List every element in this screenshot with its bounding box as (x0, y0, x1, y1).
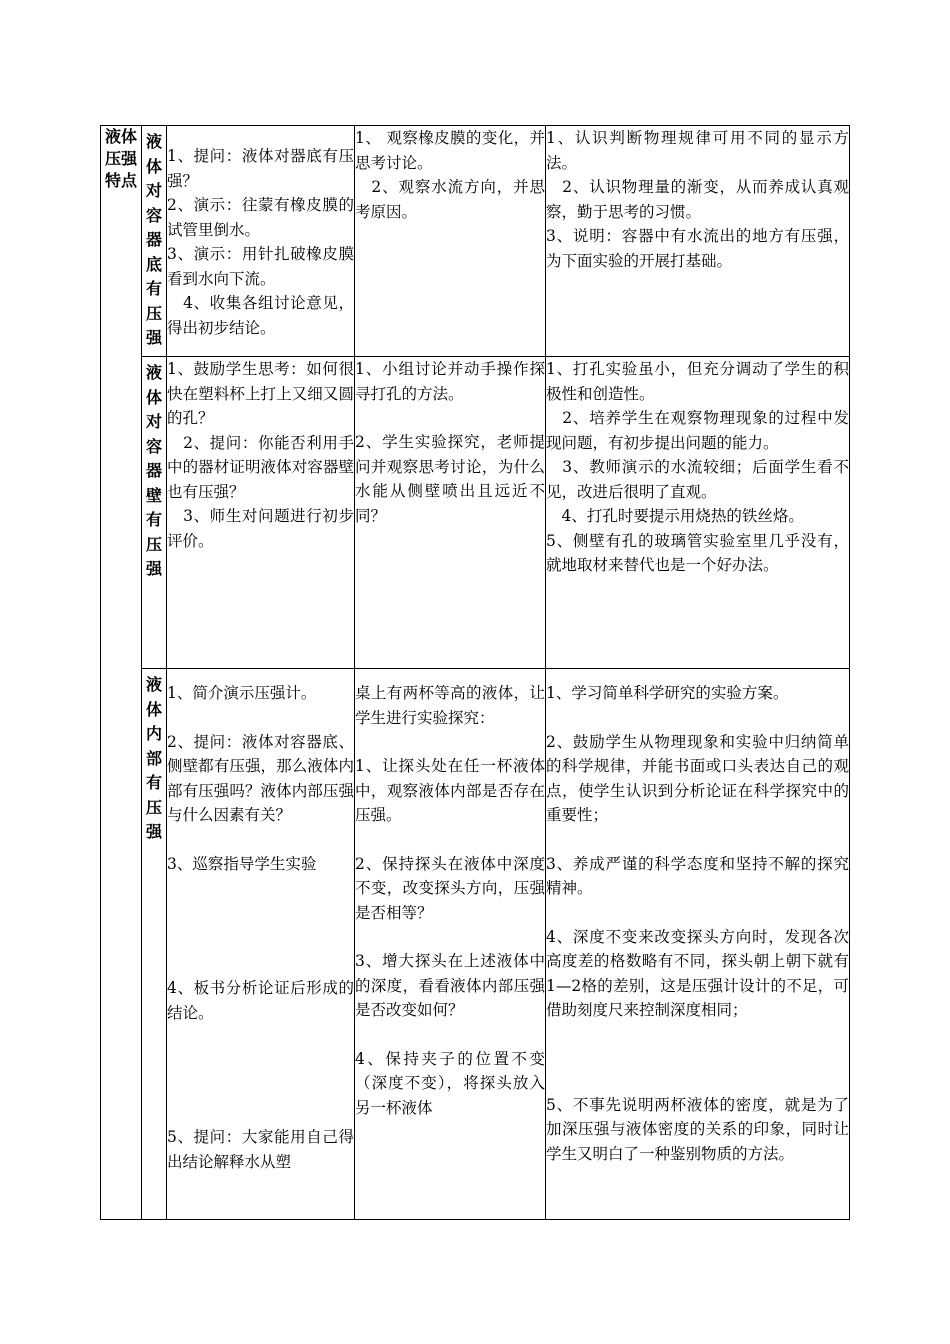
design-intent-cell (546, 357, 850, 669)
topic-label: 液体对容器壁有压强 (145, 363, 162, 578)
intent-note: 5、不事先说明两杯液体的密度，就是为了加深压强与液体密度的关系的印象，同时让学生又明白了一种鉴别物质的方法。 (546, 1095, 849, 1163)
intent-note: 2、认识物理量的渐变，从而养成认真观察，勤于思考的习惯。 (546, 178, 849, 221)
teacher-activity-cell (167, 126, 355, 357)
teacher-step: 2、提问：你能否利用手中的器材证明液体对容器壁也有压强？ (167, 433, 354, 501)
table-row (101, 669, 850, 1220)
intent-note: 2、鼓励学生从物理现象和实验中归纳简单的科学规律，并能书面或口头表达自己的观点，使学生认识到分析论证在科学探究中的重要性； (546, 732, 849, 824)
lesson-plan-table (100, 125, 850, 1220)
student-step: 3、增大探头在上述液体中的深度，看看液体内部压强是否改变如何？ (355, 952, 545, 1019)
intent-note: 5、侧壁有孔的玻璃管实验室里几乎没有，就地取材来替代也是一个好办法。 (546, 531, 849, 574)
teacher-step: 2、演示：往蒙有橡皮膜的试管里倒水。 (167, 196, 354, 239)
student-step: 2、学生实验探究，老师提问并观察思考讨论，为什么水能从侧壁喷出且远近不同？ (355, 433, 545, 525)
teacher-step: 3、师生对问题进行初步评价。 (167, 507, 354, 550)
topic-cell (142, 669, 167, 1220)
student-activity-cell (355, 669, 546, 1220)
intent-note: 4、打孔时要提示用烧热的铁丝烙。 (546, 507, 804, 525)
intent-note: 3、养成严谨的科学态度和坚持不解的探究精神。 (546, 854, 849, 897)
intent-note: 1、学习简单科学研究的实验方案。 (546, 684, 789, 702)
topic-label: 液体对容器底有压强 (145, 132, 162, 347)
teacher-step: 4、收集各组讨论意见，得出初步结论。 (167, 294, 354, 337)
teacher-step: 1、鼓励学生思考：如何很快在塑料杯上打上又细又圆的孔？ (167, 360, 354, 427)
teacher-activity-cell (167, 357, 355, 669)
section-label-cell (101, 126, 142, 1220)
topic-cell (142, 357, 167, 669)
table-row (101, 357, 850, 669)
intent-note: 3、说明：容器中有水流出的地方有压强，为下面实验的开展打基础。 (546, 227, 849, 270)
teacher-step: 4、板书分析论证后形成的结论。 (167, 979, 354, 1022)
teacher-step: 3、巡察指导学生实验 (167, 854, 317, 873)
teacher-activity-cell (167, 669, 355, 1220)
intent-note: 3、教师演示的水流较细；后面学生看不见，改进后很明了直观。 (546, 458, 849, 501)
student-activity-cell (355, 126, 546, 357)
teacher-step: 5、提问：大家能用自己得出结论解释水从塑 (167, 1128, 354, 1171)
intent-note: 1、打孔实验虽小，但充分调动了学生的积极性和创造性。 (546, 360, 849, 403)
intent-note: 4、深度不变来改变探头方向时，发现各次高度差的格数略有不同，探头朝上朝下就有1—2格的差别，这是压强计设计的不足，可借助刻度尺来控制深度相同； (546, 927, 849, 1019)
student-step: 桌上有两杯等高的液体，让学生进行实验探究： (355, 684, 545, 727)
design-intent-cell (546, 669, 850, 1220)
table-row (101, 126, 850, 357)
section-label: 液体压强特点 (104, 127, 137, 190)
design-intent-cell (546, 126, 850, 357)
teacher-step: 1、提问：液体对器底有压强？ (167, 147, 354, 190)
intent-note: 2、培养学生在观察物理现象的过程中发现问题，有初步提出问题的能力。 (546, 409, 849, 452)
student-step: 4、保持夹子的位置不变（深度不变），将探头放入另一杯液体 (355, 1049, 545, 1117)
student-step: 1、让探头处在任一杯液体中，观察液体内部是否存在压强。 (355, 757, 545, 824)
intent-note: 1、认识判断物理规律可用不同的显示方法。 (546, 129, 849, 172)
student-step: 2、保持探头在液体中深度不变，改变探头方向，压强是否相等？ (355, 854, 545, 922)
student-step: 2、观察水流方向，并思考原因。 (355, 178, 545, 221)
student-step: 1、 观察橡皮膜的变化，并思考讨论。 (355, 129, 545, 172)
topic-cell (142, 126, 167, 357)
student-step: 1、小组讨论并动手操作探寻打孔的方法。 (355, 360, 545, 403)
teacher-step: 2、提问：液体对容器底、侧壁都有压强，那么液体内部有压强吗？液体内部压强与什么因素有关？ (167, 732, 354, 824)
teacher-step: 1、简介演示压强计。 (167, 684, 317, 702)
student-activity-cell (355, 357, 546, 669)
topic-label: 液体内部有压强 (145, 675, 162, 841)
teacher-step: 3、演示：用针扎破橡皮膜看到水向下流。 (167, 245, 354, 288)
